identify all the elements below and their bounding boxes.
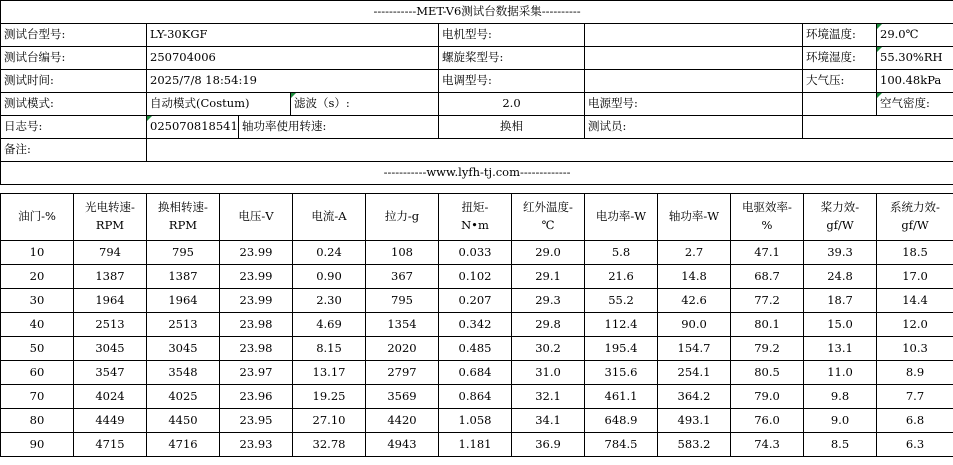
temp-label[interactable]: 环境温度:	[803, 24, 877, 47]
column-header[interactable]: 电压-V	[220, 194, 293, 241]
esc-value[interactable]	[585, 70, 803, 93]
table-cell[interactable]: 12.0	[877, 313, 953, 337]
table-cell[interactable]: 13.1	[804, 337, 877, 361]
table-cell[interactable]: 9.8	[804, 385, 877, 409]
table-cell[interactable]: 2513	[147, 313, 220, 337]
table-cell[interactable]: 39.3	[804, 241, 877, 265]
time-label[interactable]: 测试时间:	[1, 70, 147, 93]
table-cell[interactable]: 42.6	[658, 289, 731, 313]
table-cell[interactable]: 9.0	[804, 409, 877, 433]
table-cell[interactable]: 0.90	[293, 265, 366, 289]
table-cell[interactable]: 90.0	[658, 313, 731, 337]
column-header[interactable]: 拉力-g	[366, 194, 439, 241]
table-cell[interactable]: 23.93	[220, 433, 293, 457]
table-cell[interactable]: 77.2	[731, 289, 804, 313]
shaft-speed-value[interactable]: 换相	[439, 116, 585, 139]
table-cell[interactable]: 23.98	[220, 313, 293, 337]
density-label[interactable]: 空气密度:	[877, 93, 953, 116]
table-cell[interactable]: 1354	[366, 313, 439, 337]
table-cell[interactable]: 23.99	[220, 289, 293, 313]
table-cell[interactable]: 32.1	[512, 385, 585, 409]
column-header[interactable]: 电功率-W	[585, 194, 658, 241]
table-cell[interactable]: 23.95	[220, 409, 293, 433]
notes-label[interactable]: 备注:	[1, 139, 147, 162]
table-cell[interactable]: 23.99	[220, 265, 293, 289]
header-row	[1, 194, 953, 241]
serial-value[interactable]: 250704006	[147, 47, 439, 70]
table-cell[interactable]: 1.058	[439, 409, 512, 433]
table-cell[interactable]: 4.69	[293, 313, 366, 337]
table-cell[interactable]: 30	[1, 289, 74, 313]
table-cell[interactable]: 112.4	[585, 313, 658, 337]
table-cell[interactable]: 1387	[74, 265, 147, 289]
model-value[interactable]: LY-30KGF	[147, 24, 439, 47]
table-cell[interactable]: 29.8	[512, 313, 585, 337]
prop-label[interactable]: 螺旋桨型号:	[439, 47, 585, 70]
table-cell[interactable]: 18.7	[804, 289, 877, 313]
column-header[interactable]: 电驱效率- %	[731, 194, 804, 241]
table-cell[interactable]: 47.1	[731, 241, 804, 265]
table-cell[interactable]: 17.0	[877, 265, 953, 289]
table-row	[1, 433, 953, 457]
table-cell[interactable]: 20	[1, 265, 74, 289]
filter-label[interactable]: 滤波（s）:	[291, 93, 439, 116]
table-cell[interactable]: 31.0	[512, 361, 585, 385]
column-header[interactable]: 红外温度- ℃	[512, 194, 585, 241]
table-cell[interactable]: 10.3	[877, 337, 953, 361]
table-cell[interactable]: 0.864	[439, 385, 512, 409]
table-cell[interactable]: 76.0	[731, 409, 804, 433]
column-header[interactable]: 桨力效- gf/W	[804, 194, 877, 241]
table-cell[interactable]: 32.78	[293, 433, 366, 457]
table-cell[interactable]: 4716	[147, 433, 220, 457]
table-cell[interactable]: 8.9	[877, 361, 953, 385]
column-header[interactable]: 轴功率-W	[658, 194, 731, 241]
table-cell[interactable]: 24.8	[804, 265, 877, 289]
website-banner[interactable]: -----------www.lyfh-tj.com-------------	[1, 162, 953, 185]
table-cell[interactable]: 315.6	[585, 361, 658, 385]
table-row	[1, 337, 953, 361]
table-cell[interactable]: 23.99	[220, 241, 293, 265]
column-header[interactable]: 扭矩- N•m	[439, 194, 512, 241]
table-row	[1, 289, 953, 313]
table-cell[interactable]: 254.1	[658, 361, 731, 385]
table-cell[interactable]: 2020	[366, 337, 439, 361]
table-cell[interactable]: 0.033	[439, 241, 512, 265]
shaft-speed-label[interactable]: 轴功率使用转速:	[239, 116, 439, 139]
power-label[interactable]: 电源型号:	[585, 93, 803, 116]
table-cell[interactable]: 6.3	[877, 433, 953, 457]
motor-label[interactable]: 电机型号:	[439, 24, 585, 47]
table-cell[interactable]: 4943	[366, 433, 439, 457]
pressure-value[interactable]: 100.48kPa	[877, 70, 953, 93]
table-cell[interactable]: 5.8	[585, 241, 658, 265]
table-cell[interactable]: 3045	[74, 337, 147, 361]
table-row	[1, 241, 953, 265]
table-row	[1, 385, 953, 409]
table-cell[interactable]: 4450	[147, 409, 220, 433]
table-row	[1, 361, 953, 385]
table-cell[interactable]: 29.3	[512, 289, 585, 313]
table-cell[interactable]: 60	[1, 361, 74, 385]
table-cell[interactable]: 80	[1, 409, 74, 433]
column-header[interactable]: 换相转速- RPM	[147, 194, 220, 241]
table-cell[interactable]: 794	[74, 241, 147, 265]
table-cell[interactable]: 4025	[147, 385, 220, 409]
table-cell[interactable]: 10	[1, 241, 74, 265]
table-cell[interactable]: 0.684	[439, 361, 512, 385]
sheet-title[interactable]: -----------MET-V6测试台数据采集----------	[1, 1, 953, 24]
column-header[interactable]: 光电转速- RPM	[74, 194, 147, 241]
table-cell[interactable]: 0.207	[439, 289, 512, 313]
table-cell[interactable]: 1964	[147, 289, 220, 313]
table-cell[interactable]: 0.24	[293, 241, 366, 265]
table-cell[interactable]: 8.15	[293, 337, 366, 361]
table-cell[interactable]: 648.9	[585, 409, 658, 433]
table-cell[interactable]: 364.2	[658, 385, 731, 409]
motor-value[interactable]	[585, 24, 803, 47]
table-cell[interactable]: 4420	[366, 409, 439, 433]
table-cell[interactable]: 8.5	[804, 433, 877, 457]
time-value[interactable]: 2025/7/8 18:54:19	[147, 70, 439, 93]
table-cell[interactable]: 0.342	[439, 313, 512, 337]
table-cell[interactable]: 2.7	[658, 241, 731, 265]
table-cell[interactable]: 154.7	[658, 337, 731, 361]
table-cell[interactable]: 74.3	[731, 433, 804, 457]
table-cell[interactable]: 23.96	[220, 385, 293, 409]
table-cell[interactable]: 795	[366, 289, 439, 313]
results-table	[0, 193, 953, 457]
table-cell[interactable]: 21.6	[585, 265, 658, 289]
table-cell[interactable]: 27.10	[293, 409, 366, 433]
table-cell[interactable]: 3045	[147, 337, 220, 361]
table-cell[interactable]: 13.17	[293, 361, 366, 385]
model-label[interactable]: 测试台型号:	[1, 24, 147, 47]
table-cell[interactable]: 0.102	[439, 265, 512, 289]
table-cell[interactable]: 29.1	[512, 265, 585, 289]
serial-label[interactable]: 测试台编号:	[1, 47, 147, 70]
column-header[interactable]: 油门-%	[1, 194, 74, 241]
power-value[interactable]	[803, 93, 877, 116]
humidity-label[interactable]: 环境湿度:	[803, 47, 877, 70]
log-label[interactable]: 日志号:	[1, 116, 147, 139]
table-cell[interactable]: 36.9	[512, 433, 585, 457]
table-cell[interactable]: 14.8	[658, 265, 731, 289]
table-cell[interactable]: 795	[147, 241, 220, 265]
mode-label[interactable]: 测试模式:	[1, 93, 147, 116]
table-row	[1, 265, 953, 289]
table-cell[interactable]: 7.7	[877, 385, 953, 409]
table-cell[interactable]: 1964	[74, 289, 147, 313]
table-cell[interactable]: 1387	[147, 265, 220, 289]
table-cell[interactable]: 4449	[74, 409, 147, 433]
table-cell[interactable]: 80.5	[731, 361, 804, 385]
table-cell[interactable]: 79.0	[731, 385, 804, 409]
table-cell[interactable]: 1.181	[439, 433, 512, 457]
table-cell[interactable]: 14.4	[877, 289, 953, 313]
table-cell[interactable]: 2513	[74, 313, 147, 337]
table-row	[1, 313, 953, 337]
table-cell[interactable]: 493.1	[658, 409, 731, 433]
log-value[interactable]: 025070818541	[147, 116, 239, 139]
table-row	[1, 409, 953, 433]
table-cell[interactable]: 6.8	[877, 409, 953, 433]
table-cell[interactable]: 30.2	[512, 337, 585, 361]
table-cell[interactable]: 11.0	[804, 361, 877, 385]
tester-label[interactable]: 测试员:	[585, 116, 803, 139]
table-cell[interactable]: 3547	[74, 361, 147, 385]
table-cell[interactable]: 367	[366, 265, 439, 289]
table-cell[interactable]: 79.2	[731, 337, 804, 361]
column-header[interactable]: 电流-A	[293, 194, 366, 241]
table-cell[interactable]: 70	[1, 385, 74, 409]
notes-value[interactable]	[147, 139, 953, 162]
tester-value[interactable]	[803, 116, 953, 139]
esc-label[interactable]: 电调型号:	[439, 70, 585, 93]
temp-value[interactable]: 29.0℃	[877, 24, 953, 47]
humidity-value[interactable]: 55.30%RH	[877, 47, 953, 70]
table-cell[interactable]: 2.30	[293, 289, 366, 313]
table-cell[interactable]: 0.485	[439, 337, 512, 361]
table-cell[interactable]: 195.4	[585, 337, 658, 361]
pressure-label[interactable]: 大气压:	[803, 70, 877, 93]
table-cell[interactable]: 29.0	[512, 241, 585, 265]
table-cell[interactable]: 784.5	[585, 433, 658, 457]
prop-value[interactable]	[585, 47, 803, 70]
table-cell[interactable]: 3569	[366, 385, 439, 409]
column-header[interactable]: 系统力效- gf/W	[877, 194, 953, 241]
info-table	[0, 0, 953, 185]
table-cell[interactable]: 18.5	[877, 241, 953, 265]
table-cell[interactable]: 68.7	[731, 265, 804, 289]
table-cell[interactable]: 3548	[147, 361, 220, 385]
table-cell[interactable]: 2797	[366, 361, 439, 385]
table-cell[interactable]: 461.1	[585, 385, 658, 409]
table-cell[interactable]: 108	[366, 241, 439, 265]
filter-value[interactable]: 2.0	[439, 93, 585, 116]
table-cell[interactable]: 23.97	[220, 361, 293, 385]
table-cell[interactable]: 55.2	[585, 289, 658, 313]
mode-value[interactable]: 自动模式(Costum)	[147, 93, 291, 116]
table-cell[interactable]: 19.25	[293, 385, 366, 409]
table-cell[interactable]: 40	[1, 313, 74, 337]
table-cell[interactable]: 583.2	[658, 433, 731, 457]
table-cell[interactable]: 4715	[74, 433, 147, 457]
table-cell[interactable]: 90	[1, 433, 74, 457]
table-cell[interactable]: 4024	[74, 385, 147, 409]
table-cell[interactable]: 34.1	[512, 409, 585, 433]
table-cell[interactable]: 15.0	[804, 313, 877, 337]
table-cell[interactable]: 50	[1, 337, 74, 361]
table-cell[interactable]: 23.98	[220, 337, 293, 361]
table-cell[interactable]: 80.1	[731, 313, 804, 337]
